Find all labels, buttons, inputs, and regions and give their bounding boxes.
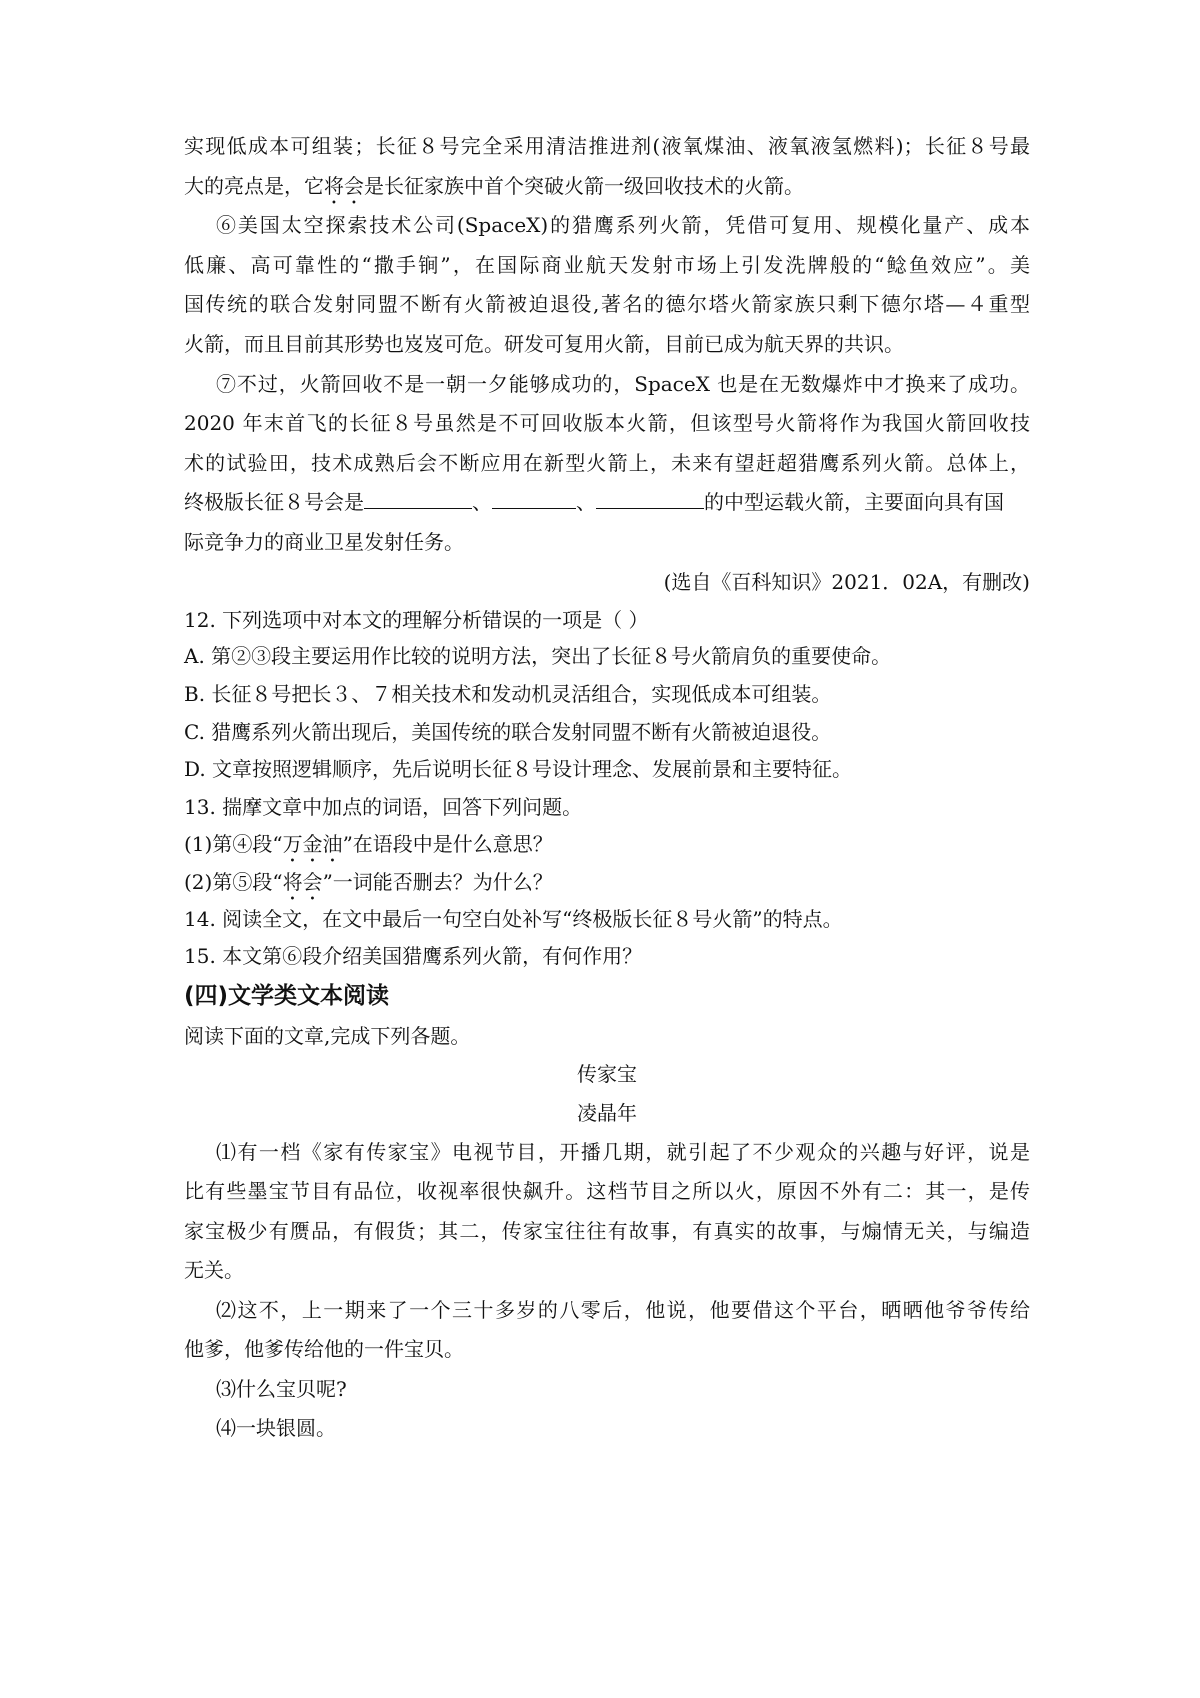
passage-line: ⑥美国太空探索技术公司(SpaceX)的猎鹰系列火箭，凭借可复用、规模化量产、成本	[216, 213, 1030, 237]
source-citation: (选自《百科知识》2021．02A，有删改)	[663, 570, 1030, 594]
dotted-word: 万金油	[282, 832, 343, 856]
passage-line: 低廉、高可靠性的“撒手锏”，在国际商业航天发射市场上引发洗牌般的“鲶鱼效应”。美	[184, 253, 1030, 277]
text-span: (1)第④段“	[184, 832, 283, 856]
text-span: (2)第⑤段“	[184, 870, 283, 894]
dotted-word: 将会	[282, 870, 323, 894]
article-line: ⑶什么宝贝呢?	[216, 1377, 347, 1401]
text-span: 是	[364, 174, 384, 198]
passage-line-with-blanks	[184, 490, 1030, 514]
passage-line: ⑦不过，火箭回收不是一朝一夕能够成功的，SpaceX 也是在无数爆炸中才换来了成功。	[216, 372, 1030, 396]
article-line: 他爹，他爹传给他的一件宝贝。	[184, 1337, 464, 1361]
text-span: ”在语段中是什么意思？	[342, 832, 553, 856]
option-c: C. 猎鹰系列火箭出现后，美国传统的联合发射同盟不断有火箭被迫退役。	[184, 720, 832, 744]
question-12: 12. 下列选项中对本文的理解分析错误的一项是（ ）	[184, 608, 649, 632]
article-line: ⑴有一档《家有传家宝》电视节目，开播几期，就引起了不少观众的兴趣与好评，说是	[216, 1140, 1030, 1164]
passage-line: 国传统的联合发射同盟不断有火箭被迫退役,著名的德尔塔火箭家族只剩下德尔塔—４重型	[184, 292, 1030, 316]
passage-line: 际竞争力的商业卫星发射任务。	[184, 530, 464, 554]
fill-blank-1[interactable]	[364, 490, 472, 509]
question-13: 13. 揣摩文章中加点的词语，回答下列问题。	[184, 795, 583, 819]
fill-blank-2[interactable]	[492, 490, 576, 509]
question-13-1	[184, 832, 1030, 867]
question-14: 14. 阅读全文，在文中最后一句空白处补写“终极版长征８号火箭”的特点。	[184, 907, 843, 931]
text-span: 、	[472, 490, 492, 514]
option-b: B. 长征８号把长３、７相关技术和发动机灵活组合，实现低成本可组装。	[184, 682, 832, 706]
article-line: 无关。	[184, 1258, 244, 1282]
option-d: D. 文章按照逻辑顺序，先后说明长征８号设计理念、发展前景和主要特征。	[184, 757, 853, 781]
article-line: 比有些墨宝节目有品位，收视率很快飙升。这档节目之所以火，原因不外有二：其一，是传	[184, 1179, 1030, 1203]
passage-line: 术的试验田，技术成熟后会不断应用在新型火箭上，未来有望赶超猎鹰系列火箭。总体上，	[184, 451, 1030, 475]
dotted-word: 将会	[324, 174, 364, 198]
section-instruction: 阅读下面的文章,完成下列各题。	[184, 1024, 471, 1048]
text-span: 的中型运载火箭，主要面向具有国	[704, 490, 1004, 514]
option-a: A. 第②③段主要运用作比较的说明方法，突出了长征８号火箭肩负的重要使命。	[184, 644, 892, 668]
text-span: 长征家族中首个突破火箭一级回收技术的火箭。	[384, 174, 804, 198]
section-heading: (四)文学类文本阅读	[184, 983, 390, 1009]
passage-line: 2020 年末首飞的长征８号虽然是不可回收版本火箭，但该型号火箭将作为我国火箭回收技	[184, 411, 1030, 435]
text-span: ”一词能否删去？为什么？	[322, 870, 553, 894]
text-span: 终极版长征８号会是	[184, 490, 364, 514]
passage-line: 实现低成本可组装；长征８号完全采用清洁推进剂(液氧煤油、液氧液氢燃料)；长征８号最	[184, 134, 1030, 158]
passage-line	[184, 174, 1030, 209]
passage-line: 火箭，而且目前其形势也岌岌可危。研发可复用火箭，目前已成为航天界的共识。	[184, 332, 904, 356]
text-span: 、	[576, 490, 596, 514]
article-author: 凌晶年	[577, 1101, 637, 1125]
fill-blank-3[interactable]	[596, 490, 704, 509]
article-line: ⑷一块银圆。	[216, 1416, 336, 1440]
question-15: 15. 本文第⑥段介绍美国猎鹰系列火箭，有何作用？	[184, 944, 643, 968]
question-13-2	[184, 870, 1030, 905]
article-line: ⑵这不，上一期来了一个三十多岁的八零后，他说，他要借这个平台，晒晒他爷爷传给	[216, 1298, 1030, 1322]
article-line: 家宝极少有赝品，有假货；其二，传家宝往往有故事，有真实的故事，与煽情无关，与编造	[184, 1219, 1030, 1243]
article-title: 传家宝	[577, 1062, 637, 1086]
text-span: 大的亮点是，它	[184, 174, 324, 198]
